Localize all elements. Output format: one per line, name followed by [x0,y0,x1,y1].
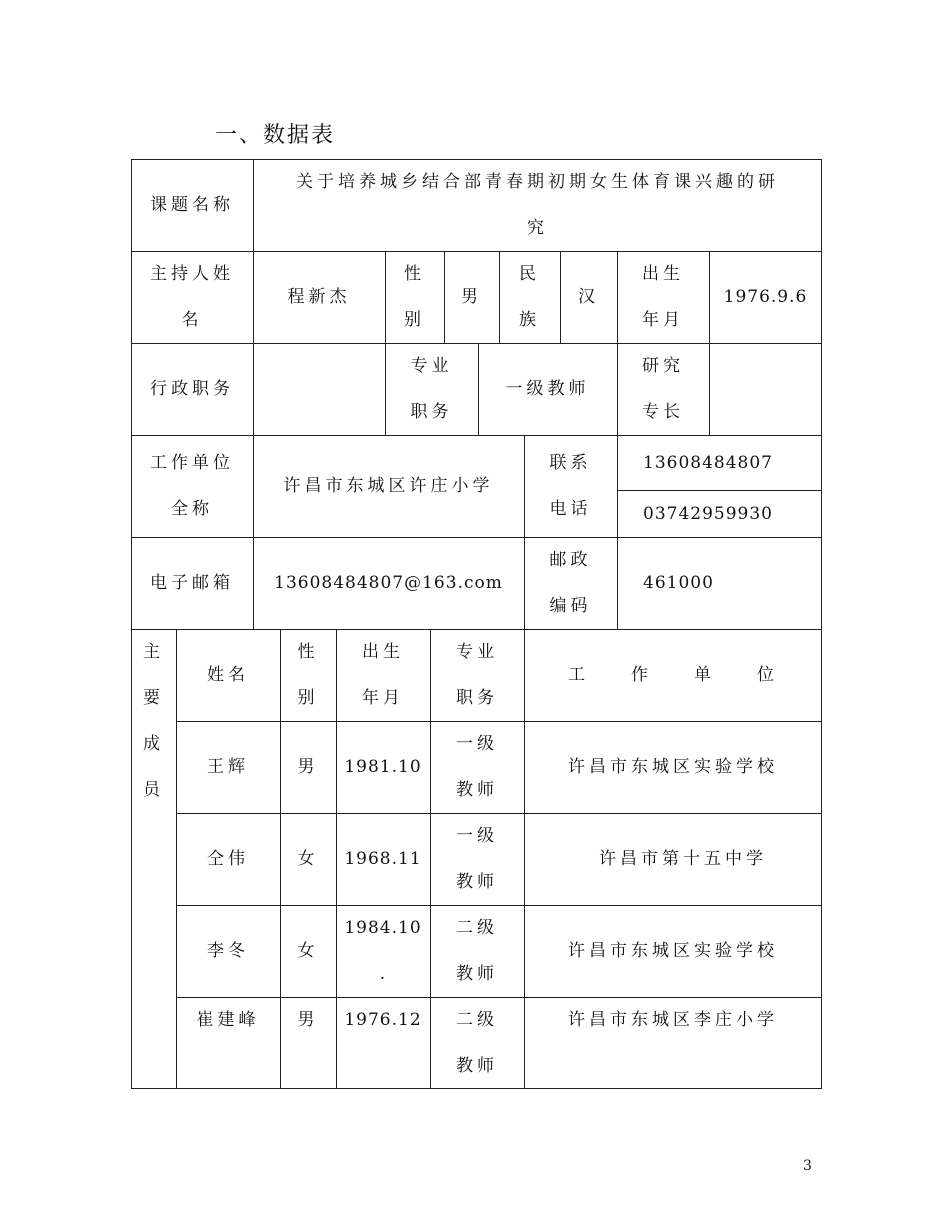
member-birth: 1984.10 . [344,918,422,984]
work-unit: 许昌市东城区许庄小学 [283,476,494,496]
members-header-gender: 性 别 [297,642,319,708]
member-title: 二级 教师 [456,918,498,984]
work-unit-label: 工作单位 全称 [150,453,234,519]
members-header-unit: 工 作 单 位 [568,665,778,685]
work-phone-label: 联系 电话 [549,453,592,519]
host-ethnic-label: 民 族 [519,264,540,330]
members-header-birth: 出生 年月 [362,642,404,708]
member-unit: 许昌市东城区李庄小学 [568,1010,778,1030]
postal-value: 461000 [643,573,714,593]
email-label: 电子邮箱 [150,573,234,593]
admin-duty [253,343,385,435]
host-gender: 男 [461,287,482,307]
host-name: 程新杰 [287,287,351,307]
host-birth: 1976.9.6 [723,287,808,307]
member-name: 王辉 [207,757,249,777]
host-ethnic: 汉 [578,287,599,307]
page-number: 3 [803,1158,812,1174]
topic-value: 关于培养城乡结合部青春期初期女生体育课兴趣的研 究 [296,172,779,238]
member-unit: 许昌市东城区实验学校 [568,757,778,777]
admin-duty-label: 行政职务 [150,379,234,399]
member-birth: 1981.10 [344,757,422,777]
member-gender: 女 [297,941,319,961]
admin-title: 一级教师 [505,379,590,399]
work-phone-2: 03742959930 [643,504,773,524]
admin-title-label: 专业 职务 [410,356,453,422]
member-name: 李冬 [207,941,249,961]
members-header-title: 专业 职务 [456,642,498,708]
work-phone-1: 13608484807 [643,452,773,473]
member-name: 崔建峰 [196,1010,260,1030]
admin-specialty [709,343,822,435]
host-birth-label: 出生 年月 [642,264,684,330]
member-gender: 男 [297,1010,319,1030]
host-gender-label: 性 别 [404,264,425,330]
member-unit: 许昌市第十五中学 [599,849,767,869]
admin-specialty-label: 研究 专长 [642,356,684,422]
host-name-label: 主持人姓 名 [150,264,234,330]
email-value: 13608484807@163.com [274,573,503,593]
members-side-label: 主 要 成 员 [143,642,164,800]
member-title: 一级 教师 [456,826,498,892]
member-gender: 男 [297,757,319,777]
postal-label: 邮政 编码 [549,550,592,616]
member-gender: 女 [297,849,319,869]
member-birth: 1976.12 [344,1010,422,1030]
member-name: 仝伟 [207,849,249,869]
member-title: 一级 教师 [456,734,498,800]
section-heading: 一、数据表 [215,123,336,148]
topic-label: 课题名称 [150,195,234,215]
member-unit: 许昌市东城区实验学校 [568,941,778,961]
member-birth: 1968.11 [344,849,422,869]
member-title: 二级 教师 [456,1010,498,1076]
members-header-name: 姓名 [207,665,249,685]
